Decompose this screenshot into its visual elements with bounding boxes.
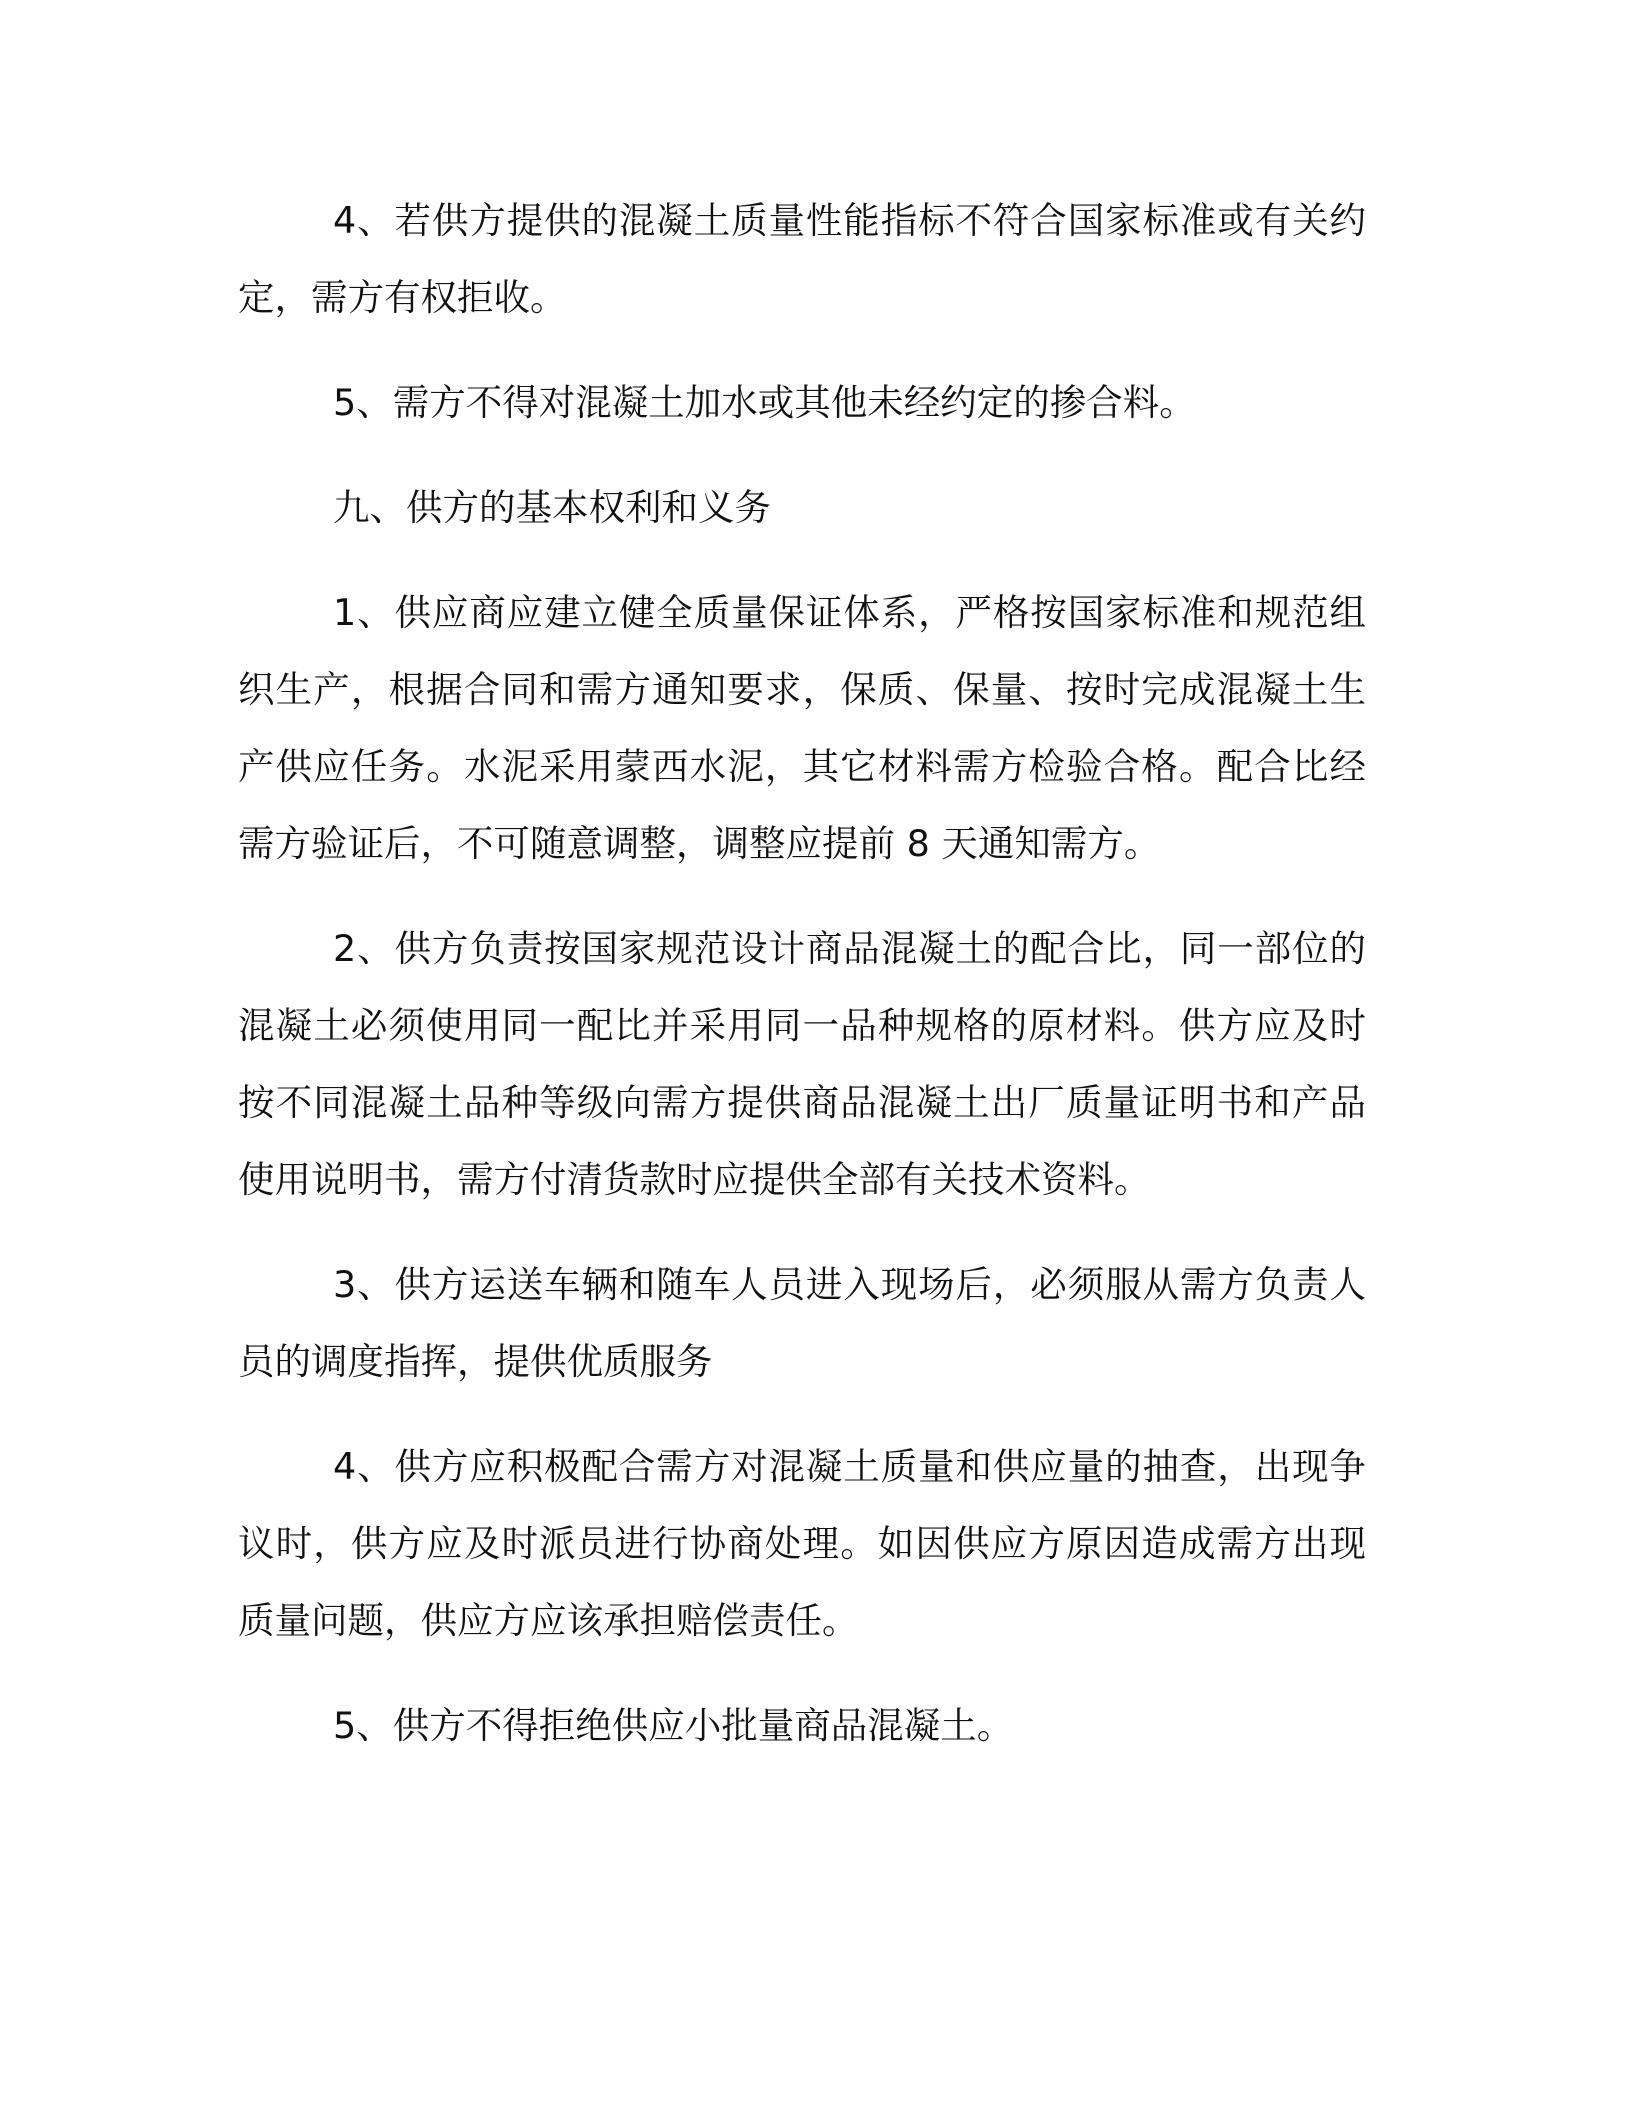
paragraph-supplier-clause-4: 4、供方应积极配合需方对混凝土质量和供应量的抽查，出现争议时，供方应及时派员进行协商处理。如因供应方原因造成需方出现质量问题，供应方应该承担赔偿责任。 [238,1445,1366,1642]
paragraph-supplier-clause-2: 2、供方负责按国家规范设计商品混凝土的配合比，同一部位的混凝土必须使用同一配比并采用同一品种规格的原材料。供方应及时按不同混凝土品种等级向需方提供商品混凝土出厂质量证明书和产品使用说明书，需方付清货款时应提供全部有关技术资料。 [238,927,1366,1201]
paragraph-supplier-clause-5: 5、供方不得拒绝供应小批量商品混凝土。 [333,1704,1014,1747]
paragraph-buyer-clause-5: 5、需方不得对混凝土加水或其他未经约定的掺合料。 [333,381,1196,424]
paragraph-supplier-clause-1: 1、供应商应建立健全质量保证体系，严格按国家标准和规范组织生产，根据合同和需方通知要求，保质、保量、按时完成混凝土生产供应任务。水泥采用蒙西水泥，其它材料需方检验合格。配合比经需方验证后，不可随意调整，调整应提前 8 天通知需方。 [238,591,1366,865]
paragraph-buyer-clause-4: 4、若供方提供的混凝土质量性能指标不符合国家标准或有关约定，需方有权拒收。 [238,199,1366,319]
paragraph-supplier-clause-3: 3、供方运送车辆和随车人员进入现场后，必须服从需方负责人员的调度指挥，提供优质服务 [238,1263,1366,1383]
document-body [238,182,1366,1764]
section-heading-supplier-rights: 九、供方的基本权利和义务 [333,486,771,529]
